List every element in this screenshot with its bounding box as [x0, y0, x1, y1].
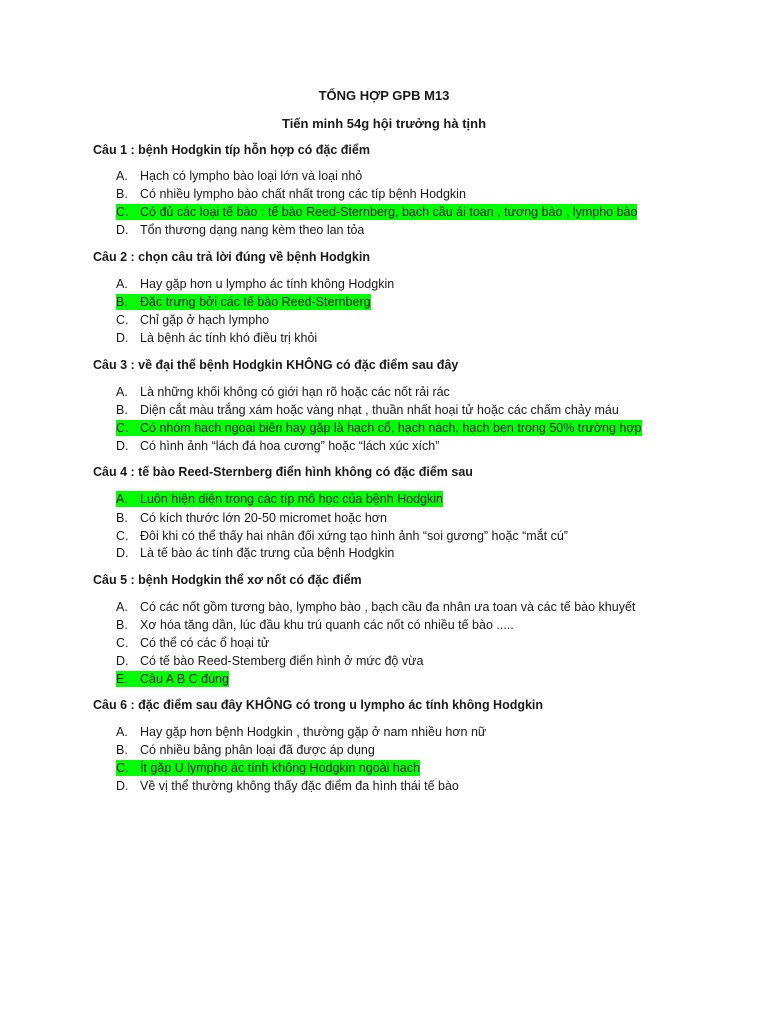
highlighted-answer-option: [116, 491, 443, 507]
option-letter: B.: [116, 187, 128, 201]
highlighted-answer-option: [116, 294, 371, 310]
answer-option: [116, 545, 394, 561]
option-letter: D.: [116, 439, 129, 453]
option-letter: A.: [116, 600, 128, 614]
question-title: Câu 4 : tế bào Reed-Sternberg điển hình không có đặc điểm sau: [93, 465, 473, 479]
option-letter: A.: [116, 385, 128, 399]
option-letter: D.: [116, 546, 129, 560]
option-text: Có kích thước lớn 20-50 micromet hoặc hơn: [140, 511, 387, 525]
option-text: Là những khối không có giới hạn rõ hoặc các nốt rải rác: [140, 385, 450, 399]
option-letter: B.: [116, 743, 128, 757]
answer-option: [116, 438, 439, 454]
answer-option: [116, 222, 364, 238]
answer-option: [116, 742, 375, 758]
option-letter: D.: [116, 331, 129, 345]
option-text: Câu A B C đúng: [140, 672, 229, 686]
document-title: TỔNG HỢP GPB M13: [318, 88, 450, 103]
option-text: Hay gặp hơn bệnh Hodgkin , thường gặp ở nam nhiều hơn nữ: [140, 725, 487, 739]
option-text: Diện cắt màu trắng xám hoặc vàng nhạt , thuần nhất hoại tử hoặc các chấm chảy máu: [140, 403, 619, 417]
option-letter: D.: [116, 779, 129, 793]
answer-option: [116, 168, 362, 184]
highlighted-answer-option: [116, 204, 637, 220]
answer-option: [116, 778, 459, 794]
option-text: Tổn thương dạng nang kèm theo lan tỏa: [140, 223, 365, 237]
answer-option: [116, 186, 466, 202]
question-title: Câu 3 : về đại thể bệnh Hodgkin KHÔNG có đặc điểm sau đây: [93, 358, 459, 372]
option-letter: C.: [116, 205, 129, 219]
option-text: Có tế bào Reed-Stemberg điển hình ở mức độ vừa: [140, 654, 424, 668]
option-letter: B.: [116, 295, 128, 309]
answer-option: [116, 384, 450, 400]
question-title: Câu 1 : bệnh Hodgkin típ hỗn hợp có đặc điểm: [93, 143, 370, 157]
highlighted-answer-option: [116, 671, 229, 687]
option-letter: B.: [116, 511, 128, 525]
option-letter: B.: [116, 403, 128, 417]
highlighted-answer-option: [116, 420, 642, 436]
answer-option: [116, 528, 568, 544]
option-text: Có nhiều lympho bào chất nhất trong các típ bệnh Hodgkin: [140, 187, 466, 201]
answer-option: [116, 312, 269, 328]
option-text: Có các nốt gồm tương bào, lympho bào , bạch cầu đa nhân ưa toan và các tế bào khuyết: [140, 600, 636, 614]
answer-option: [116, 599, 635, 615]
answer-option: [116, 617, 514, 633]
option-letter: A.: [116, 725, 128, 739]
option-text: Hay gặp hơn u lympho ác tính không Hodgkin: [140, 277, 395, 291]
question-title: Câu 6 : đặc điểm sau đây KHÔNG có trong u lympho ác tính không Hodgkin: [93, 698, 544, 712]
option-text: Ít gặp U lympho ác tính không Hodgkin ngoài hạch: [140, 761, 421, 775]
option-letter: D.: [116, 654, 129, 668]
option-text: Xơ hóa tăng dần, lúc đầu khu trú quanh các nốt có nhiều tế bào .....: [140, 618, 514, 632]
option-text: Có thể có các ổ hoại tử: [140, 636, 270, 650]
option-text: Là tế bào ác tính đặc trưng của bệnh Hodgkin: [140, 546, 395, 560]
option-text: Là bệnh ác tính khó điều trị khỏi: [140, 331, 318, 345]
answer-option: [116, 276, 394, 292]
option-text: Hạch có lympho bào loại lớn và loại nhỏ: [140, 169, 363, 183]
option-text: Về vị thể thường không thấy đặc điểm đa hình thái tế bào: [140, 779, 459, 793]
option-letter: C.: [116, 313, 129, 327]
option-letter: C.: [116, 636, 129, 650]
option-letter: A.: [116, 169, 128, 183]
option-text: Đôi khi có thể thấy hai nhân đối xứng tạo hình ảnh “soi gương” hoặc “mắt cú”: [140, 529, 568, 543]
document-subtitle: Tiến minh 54g hội trưởng hà tịnh: [281, 116, 487, 131]
option-letter: E.: [116, 672, 128, 686]
option-text: Luôn hiện diện trong các típ mô học của bệnh Hodgkin: [140, 492, 443, 506]
question-title: Câu 5 : bệnh Hodgkin thể xơ nốt có đặc điểm: [93, 573, 362, 587]
option-text: Có hình ảnh “lách đá hoa cương” hoặc “lách xúc xích”: [140, 439, 440, 453]
highlighted-answer-option: [116, 760, 420, 776]
option-text: Có đủ các loại tế bào : tế bào Reed-Sternberg, bạch cầu ái toan , tương bào , lympho bào: [140, 205, 638, 219]
answer-option: [116, 653, 423, 669]
answer-option: [116, 724, 486, 740]
option-letter: C.: [116, 529, 129, 543]
option-text: Có nhiều bảng phân loại đã được áp dụng: [140, 743, 375, 757]
option-text: Có nhóm hạch ngoại biên hay gặp là hạch cổ, hạch nách, hạch bẹn trong 50% trường hợp: [140, 421, 642, 435]
answer-option: [116, 510, 387, 526]
answer-option: [116, 402, 619, 418]
answer-option: [116, 330, 317, 346]
option-letter: D.: [116, 223, 129, 237]
option-text: Đặc trưng bởi các tế bào Reed-Sternberg: [140, 295, 371, 309]
option-letter: C.: [116, 761, 129, 775]
option-letter: B.: [116, 618, 128, 632]
option-text: Chỉ gặp ở hạch lympho: [140, 313, 270, 327]
question-title: Câu 2 : chọn câu trả lời đúng về bệnh Hodgkin: [93, 250, 370, 264]
option-letter: A.: [116, 277, 128, 291]
option-letter: A.: [116, 492, 128, 506]
option-letter: C.: [116, 421, 129, 435]
answer-option: [116, 635, 269, 651]
